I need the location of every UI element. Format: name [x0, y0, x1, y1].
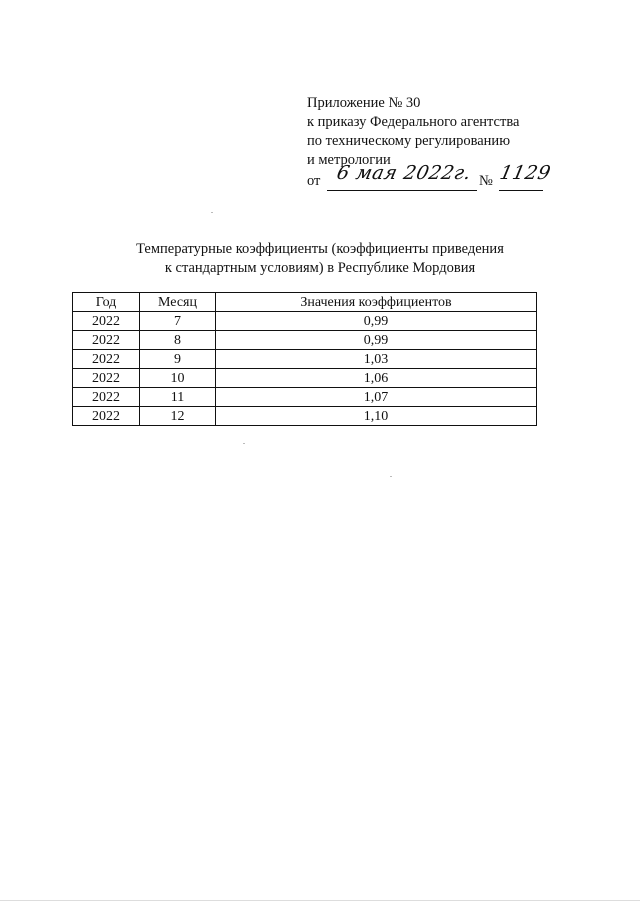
page-bottom-edge [0, 900, 640, 905]
title-line: Температурные коэффициенты (коэффициенты приведения [136, 241, 504, 257]
cell-coefficient: 1,03 [216, 350, 537, 369]
appendix-line: к приказу Федерального агентства [307, 114, 520, 130]
cell-year: 2022 [73, 407, 140, 426]
number-underline [499, 190, 543, 191]
header-year: Год [73, 293, 140, 312]
cell-month: 7 [140, 312, 216, 331]
date-prefix: от [307, 173, 321, 189]
coefficients-table [72, 292, 537, 426]
date-underline [327, 190, 477, 191]
cell-month: 11 [140, 388, 216, 407]
header-month: Месяц [140, 293, 216, 312]
document-title [0, 240, 640, 278]
table-row [73, 350, 537, 369]
cell-year: 2022 [73, 312, 140, 331]
cell-year: 2022 [73, 388, 140, 407]
cell-year: 2022 [73, 369, 140, 388]
table-header-row [73, 293, 537, 312]
appendix-line: и метрологии [307, 152, 391, 168]
cell-year: 2022 [73, 331, 140, 350]
number-prefix: № [479, 173, 493, 189]
table-row [73, 388, 537, 407]
title-line: к стандартным условиям) в Республике Мордовия [164, 260, 476, 276]
handwritten-date: 6 мая 2022г. [334, 162, 474, 184]
cell-coefficient: 0,99 [216, 331, 537, 350]
cell-coefficient: 1,10 [216, 407, 537, 426]
cell-coefficient: 1,06 [216, 369, 537, 388]
table-row [73, 312, 537, 331]
cell-month: 9 [140, 350, 216, 369]
appendix-line: по техническому регулированию [307, 133, 511, 149]
cell-month: 12 [140, 407, 216, 426]
header-coefficient: Значения коэффициентов [216, 293, 537, 312]
appendix-line: Приложение № 30 [307, 95, 421, 111]
order-date-number [307, 162, 553, 192]
cell-year: 2022 [73, 350, 140, 369]
cell-coefficient: 0,99 [216, 312, 537, 331]
scan-speck [211, 212, 213, 213]
appendix-header [307, 94, 553, 192]
handwritten-number: 1129 [497, 162, 553, 184]
table-row [73, 407, 537, 426]
cell-month: 8 [140, 331, 216, 350]
table-row [73, 369, 537, 388]
cell-month: 10 [140, 369, 216, 388]
scan-speck [243, 443, 245, 444]
scan-speck [390, 476, 392, 477]
table-row [73, 331, 537, 350]
cell-coefficient: 1,07 [216, 388, 537, 407]
